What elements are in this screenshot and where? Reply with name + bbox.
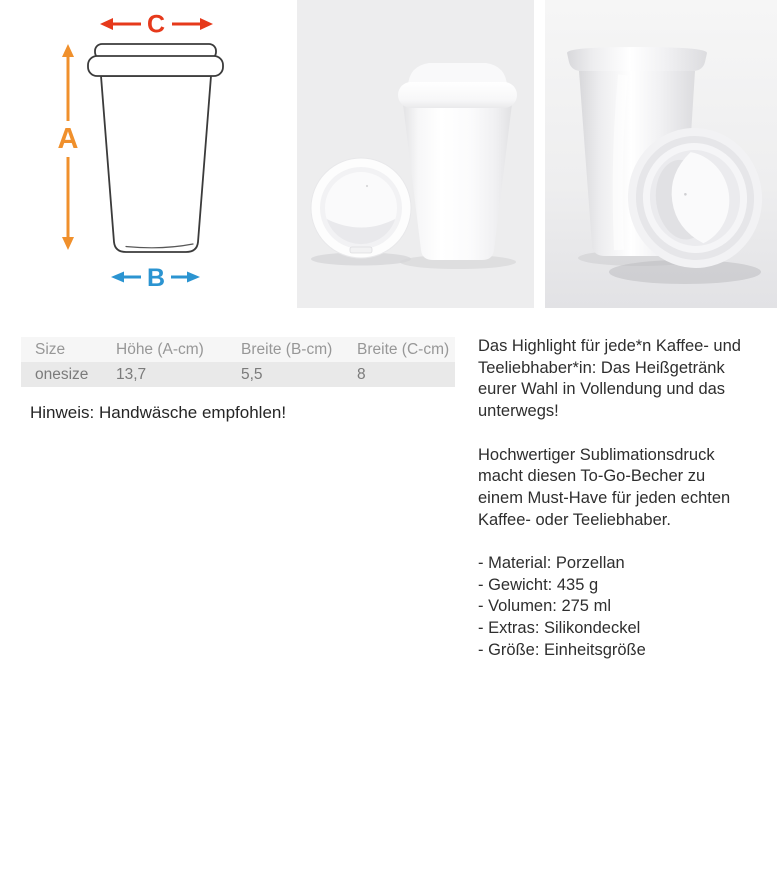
column-header-breite-b: Breite (B-cm) xyxy=(241,337,357,362)
care-note: Hinweis: Handwäsche empfohlen! xyxy=(30,403,287,422)
table-row-onesize xyxy=(21,362,455,387)
dimension-arrow-a xyxy=(58,44,79,250)
spec-extras: - Extras: Silikondeckel xyxy=(478,619,641,638)
dimension-label-a: A xyxy=(57,123,79,155)
description-paragraph-1: Das Highlight für jede*n Kaffee- und Teeliebhaber*in: Das Heißgetränk eurer Wahl in Vollendung und das unterwegs! xyxy=(478,337,741,421)
column-header-hoehe-a: Höhe (A-cm) xyxy=(116,337,241,362)
product-photo-cup-and-silicone-lid xyxy=(545,0,777,308)
dimension-arrow-b xyxy=(111,264,200,292)
cup-and-lid-image xyxy=(545,0,777,308)
spec-groesse: - Größe: Einheitsgröße xyxy=(478,640,646,659)
column-header-size: Size xyxy=(21,337,116,362)
cell-size-value: onesize xyxy=(21,362,116,387)
description-paragraph-2: Hochwertiger Sublimationsdruck macht diesen To-Go-Becher zu einem Must-Have für jeden echten Kaffee- oder Teeliebhaber. xyxy=(478,445,731,529)
cell-hoehe-value: 13,7 xyxy=(116,362,241,387)
product-photo-cup-with-lid xyxy=(297,0,534,308)
dimension-label-b: B xyxy=(146,264,166,292)
cup-with-lid-image xyxy=(297,0,534,308)
spec-material: - Material: Porzellan xyxy=(478,554,625,572)
product-specs-list xyxy=(478,553,773,662)
size-measurement-diagram xyxy=(0,0,285,310)
dimension-arrow-c xyxy=(100,11,213,39)
column-header-breite-c: Breite (C-cm) xyxy=(357,337,455,362)
cell-breite-c-value: 8 xyxy=(357,362,455,387)
cup-outline-drawing xyxy=(0,0,285,310)
size-table xyxy=(21,337,455,387)
spec-gewicht: - Gewicht: 435 g xyxy=(478,575,599,594)
product-description xyxy=(478,336,773,662)
dimension-label-c: C xyxy=(146,10,166,39)
size-table-header-row xyxy=(21,337,455,362)
spec-volumen: - Volumen: 275 ml xyxy=(478,597,611,616)
cell-breite-b-value: 5,5 xyxy=(241,362,357,387)
cup-outline xyxy=(88,44,223,252)
